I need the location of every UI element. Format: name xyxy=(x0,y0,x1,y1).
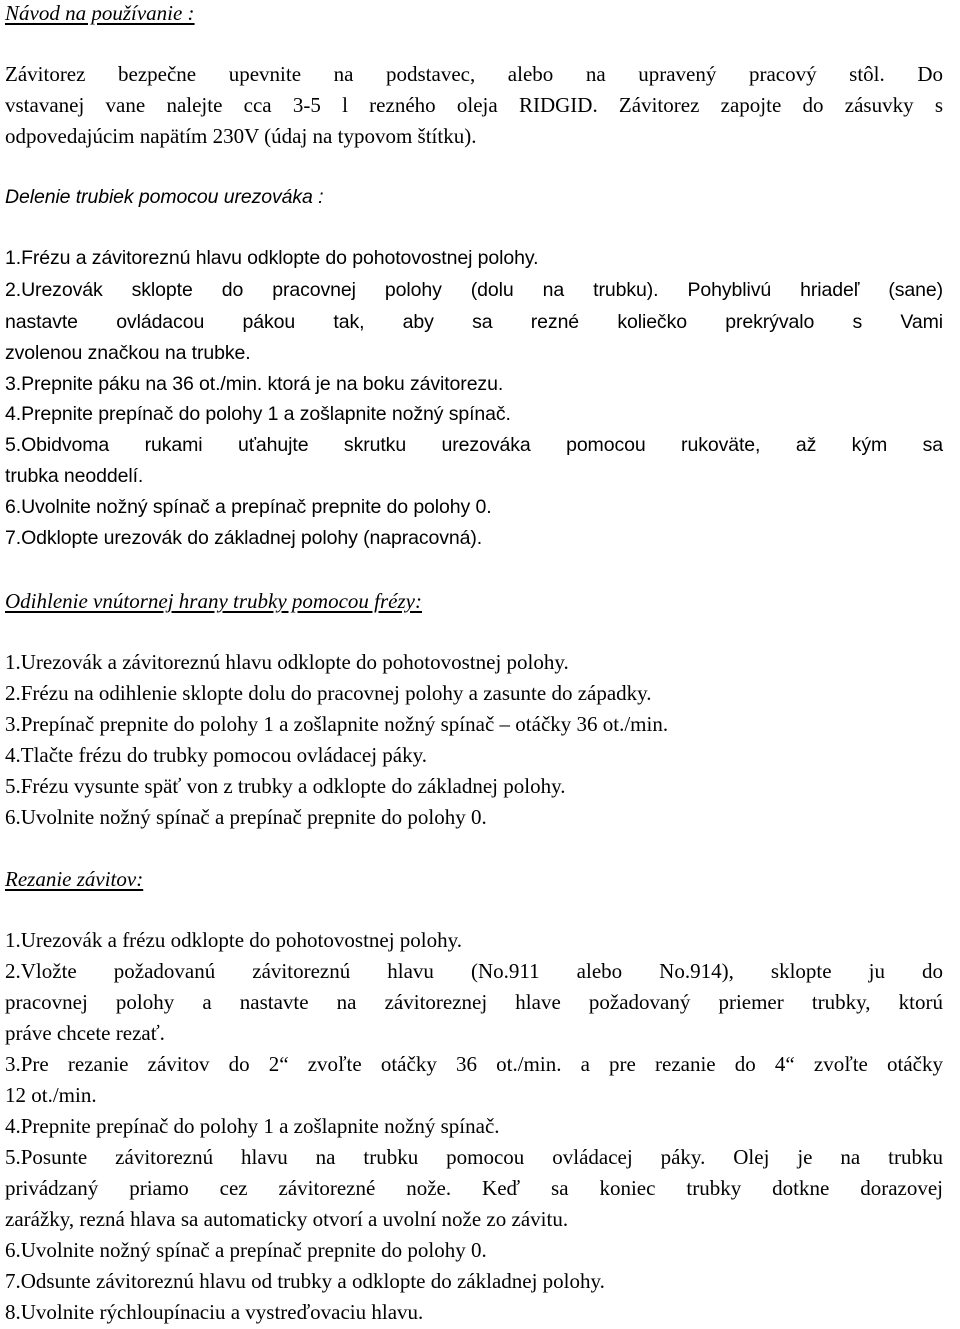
step-line: 12 ot./min. xyxy=(5,1083,97,1107)
step-line: 4.Prepnite prepínač do polohy 1 a zošlapnite nožný spínač. xyxy=(5,1114,500,1138)
step-line: trubka neoddelí. xyxy=(5,465,144,487)
heading-rezanie: Rezanie závitov: xyxy=(5,867,144,891)
heading-navod: Návod na používanie : xyxy=(5,1,195,25)
step-line: 1.Urezovák a závitoreznú hlavu odklopte do pohotovostnej polohy. xyxy=(5,650,569,674)
step-line: 5.Posunte závitoreznú hlavu na trubku pomocou ovládacej páky. Olej je na trubku xyxy=(5,1145,943,1169)
step-line: 2.Frézu na odihlenie sklopte dolu do pracovnej polohy a zasunte do západky. xyxy=(5,681,652,705)
step-line: zarážky, rezná hlava sa automaticky otvorí a uvolní nože zo závitu. xyxy=(5,1207,569,1231)
step-line: 7.Odsunte závitoreznú hlavu od trubky a odklopte do základnej polohy. xyxy=(5,1269,605,1293)
step-line: privádzaný priamo cez závitorezné nože. Keď sa koniec trubky dotkne dorazovej xyxy=(5,1176,943,1200)
step-line: 1.Frézu a závitoreznú hlavu odklopte do pohotovostnej polohy. xyxy=(5,247,539,269)
step-line: 6.Uvolnite nožný spínač a prepínač prepnite do polohy 0. xyxy=(5,1238,487,1262)
step-line: 4.Prepnite prepínač do polohy 1 a zošlapnite nožný spínač. xyxy=(5,403,511,425)
step-line: 7.Odklopte urezovák do základnej polohy (napracovná). xyxy=(5,527,483,549)
step-line: 6.Uvolnite nožný spínač a prepínač prepnite do polohy 0. xyxy=(5,805,487,829)
step-line: 2.Vložte požadovanú závitoreznú hlavu (No.911 alebo No.914), sklopte ju do xyxy=(5,959,943,983)
intro-line: vstavanej vane nalejte cca 3-5 l rezného oleja RIDGID. Závitorez zapojte do zásuvky s xyxy=(5,93,943,117)
step-line: 2.Urezovák sklopte do pracovnej polohy (dolu na trubku). Pohyblivú hriadeľ (sane) xyxy=(5,279,943,301)
heading-odihlenie: Odihlenie vnútornej hrany trubky pomocou frézy: xyxy=(5,589,422,613)
step-line: 1.Urezovák a frézu odklopte do pohotovostnej polohy. xyxy=(5,928,463,952)
step-line: 5.Obidvoma rukami uťahujte skrutku urezováka pomocou rukoväte, až kým sa xyxy=(5,434,943,456)
step-line: 4.Tlačte frézu do trubky pomocou ovládacej páky. xyxy=(5,743,427,767)
step-line: 3.Prepínač prepnite do polohy 1 a zošlapnite nožný spínač – otáčky 36 ot./min. xyxy=(5,712,669,736)
step-line: práve chcete rezať. xyxy=(5,1021,165,1045)
heading-delenie: Delenie trubiek pomocou urezováka : xyxy=(5,186,324,208)
step-line: zvolenou značkou na trubke. xyxy=(5,342,251,364)
step-line: 6.Uvolnite nožný spínač a prepínač prepnite do polohy 0. xyxy=(5,496,492,518)
step-line: 8.Uvolnite rýchloupínaciu a vystreďovaciu hlavu. xyxy=(5,1300,424,1324)
step-line: 3.Prepnite páku na 36 ot./min. ktorá je na boku závitorezu. xyxy=(5,373,504,395)
step-line: 5.Frézu vysunte späť von z trubky a odklopte do základnej polohy. xyxy=(5,774,566,798)
step-line: 3.Pre rezanie závitov do 2“ zvoľte otáčky 36 ot./min. a pre rezanie do 4“ zvoľte otáčky xyxy=(5,1052,943,1076)
step-line: pracovnej polohy a nastavte na závitoreznej hlave požadovaný priemer trubky, ktorú xyxy=(5,990,943,1014)
step-line: nastavte ovládacou pákou tak, aby sa rezné koliečko prekrývalo s Vami xyxy=(5,311,943,333)
intro-line: odpovedajúcim napätím 230V (údaj na typovom štítku). xyxy=(5,124,477,148)
intro-line: Závitorez bezpečne upevnite na podstavec, alebo na upravený pracový stôl. Do xyxy=(5,62,943,86)
